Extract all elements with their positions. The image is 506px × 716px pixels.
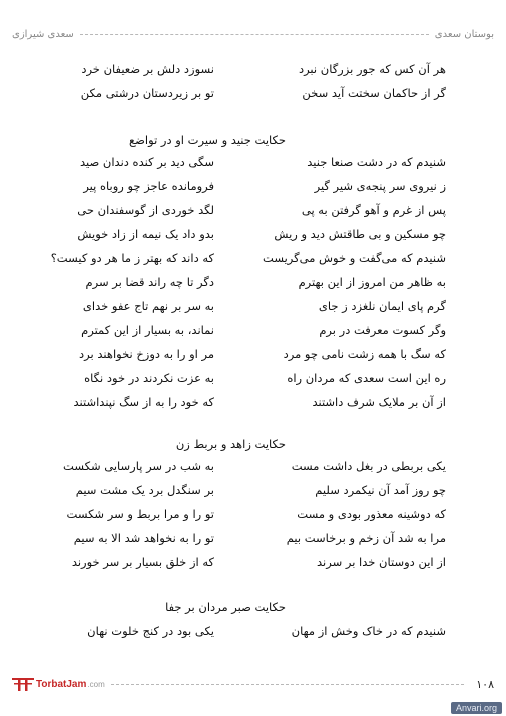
hemistich-right: چو مسکین و بی طاقتش دید و ریش [274,227,446,241]
section-title-sabr: حکایت صبر مردان بر جفا [165,600,286,614]
verse-b-7 [6,299,446,319]
verse-b-3 [6,203,446,223]
hemistich-right: به ظاهر من امروز از این بهترم [298,275,446,289]
hemistich-left: یکی بود در کنج خلوت نهان [87,624,214,638]
hemistich-right: یکی بربطی در بغل داشت مست [291,459,446,473]
verse-c-2 [6,483,446,503]
verse-b-2 [6,179,446,199]
header-rule [80,34,429,35]
hemistich-left: بر سنگدل برد یک مشت سیم [75,483,214,497]
verse-b-8 [6,323,446,343]
hemistich-right: ره این است سعدی که مردان راه [287,371,446,385]
section-title-zahed: حکایت زاهد و بربط زن [175,437,286,451]
hemistich-left: تو بر زیردستان درشتی مکن [80,86,214,100]
verse-c-4 [6,531,446,551]
hemistich-right: که دوشینه معذور بودی و مست [297,507,446,521]
book-title: بوستان سعدی [434,28,494,40]
verse-c-3 [6,507,446,527]
hemistich-left: لگد خوردی از گوسفندان حی [77,203,214,217]
author-name: سعدی شیرازی [12,28,74,40]
page-footer [12,676,494,692]
page-header [12,26,494,42]
hemistich-left: که خود را به از سگ نپنداشتند [73,395,214,409]
verse-c-1 [6,459,446,479]
footer-rule [111,684,465,685]
section-title-junaid: حکایت جنید و سیرت او در تواضع [129,133,286,147]
verse-d-1 [6,624,446,644]
hemistich-left: بدو داد یک نیمه از زاد خویش [77,227,214,241]
watermark-badge: Anvari.org [451,702,502,714]
hemistich-left: فرومانده عاجز چو روباه پیر [83,179,214,193]
hemistich-right: که سگ با همه زشت نامی چو مرد [283,347,446,361]
page-number: ۱۰۸ [476,677,494,691]
verse-b-10 [6,371,446,391]
hemistich-left: مر او را به دوزخ نخواهند برد [79,347,214,361]
hemistich-left: سگی دید بر کنده دندان صید [79,155,214,169]
hemistich-left: به سر بر نهم تاج عفو خدای [82,299,214,313]
hemistich-right: گرم پای ایمان نلغزد ز جای [318,299,446,313]
verse-a-1 [6,62,446,82]
verse-b-4 [6,227,446,247]
verse-b-11 [6,395,446,415]
hemistich-right: شنیدم که در دشت صنعا جنید [307,155,446,169]
verse-b-6 [6,275,446,295]
logo-suffix-text: .com [87,679,105,689]
hemistich-left: به عزت نکردند در خود نگاه [84,371,214,385]
hemistich-left: نسوزد دلش بر ضعیفان خرد [81,62,214,76]
hemistich-right: مرا به شد آن زخم و برخاست بیم [286,531,446,545]
verse-a-2 [6,86,446,106]
hemistich-left: نماند، به بسیار از این کمترم [81,323,214,337]
hemistich-right: چو روز آمد آن نیکمرد سلیم [315,483,446,497]
hemistich-right: وگر کسوت معرفت در برم [319,323,446,337]
hemistich-right: هر آن کس که جور بزرگان نبرد [298,62,446,76]
hemistich-left: به شب در سر پارسایی شکست [63,459,214,473]
hemistich-right: گر از حاکمان سختت آید سخن [302,86,446,100]
hemistich-right: شنیدم که می‌گفت و خوش می‌گریست [263,251,446,265]
hemistich-left: تو را و مرا بربط و سر شکست [66,507,214,521]
verse-b-5 [6,251,446,271]
hemistich-left: دگر تا چه راند قضا بر سرم [85,275,214,289]
verse-c-5 [6,555,446,575]
hemistich-right: از این دوستان خدا بر سرند [316,555,446,569]
logo-brand-text: TorbatJam [36,678,87,690]
torbatjam-logo-icon [12,677,34,691]
hemistich-right: ز نیروی سر پنجه‌ی شیر گیر [314,179,446,193]
hemistich-left: که داند که بهتر ز ما هر دو کیست؟ [50,251,214,265]
hemistich-right: از آن بر ملایک شرف داشتند [312,395,446,409]
hemistich-left: تو را به نخواهد شد الا به سیم [73,531,214,545]
verse-b-1 [6,155,446,175]
hemistich-right: پس از غرم و آهو گرفتن به پی [301,203,446,217]
hemistich-left: که از خلق بسیار بر سر خورند [71,555,214,569]
site-logo [12,677,105,691]
verse-b-9 [6,347,446,367]
hemistich-right: شنیدم که در خاک وخش از مهان [291,624,446,638]
